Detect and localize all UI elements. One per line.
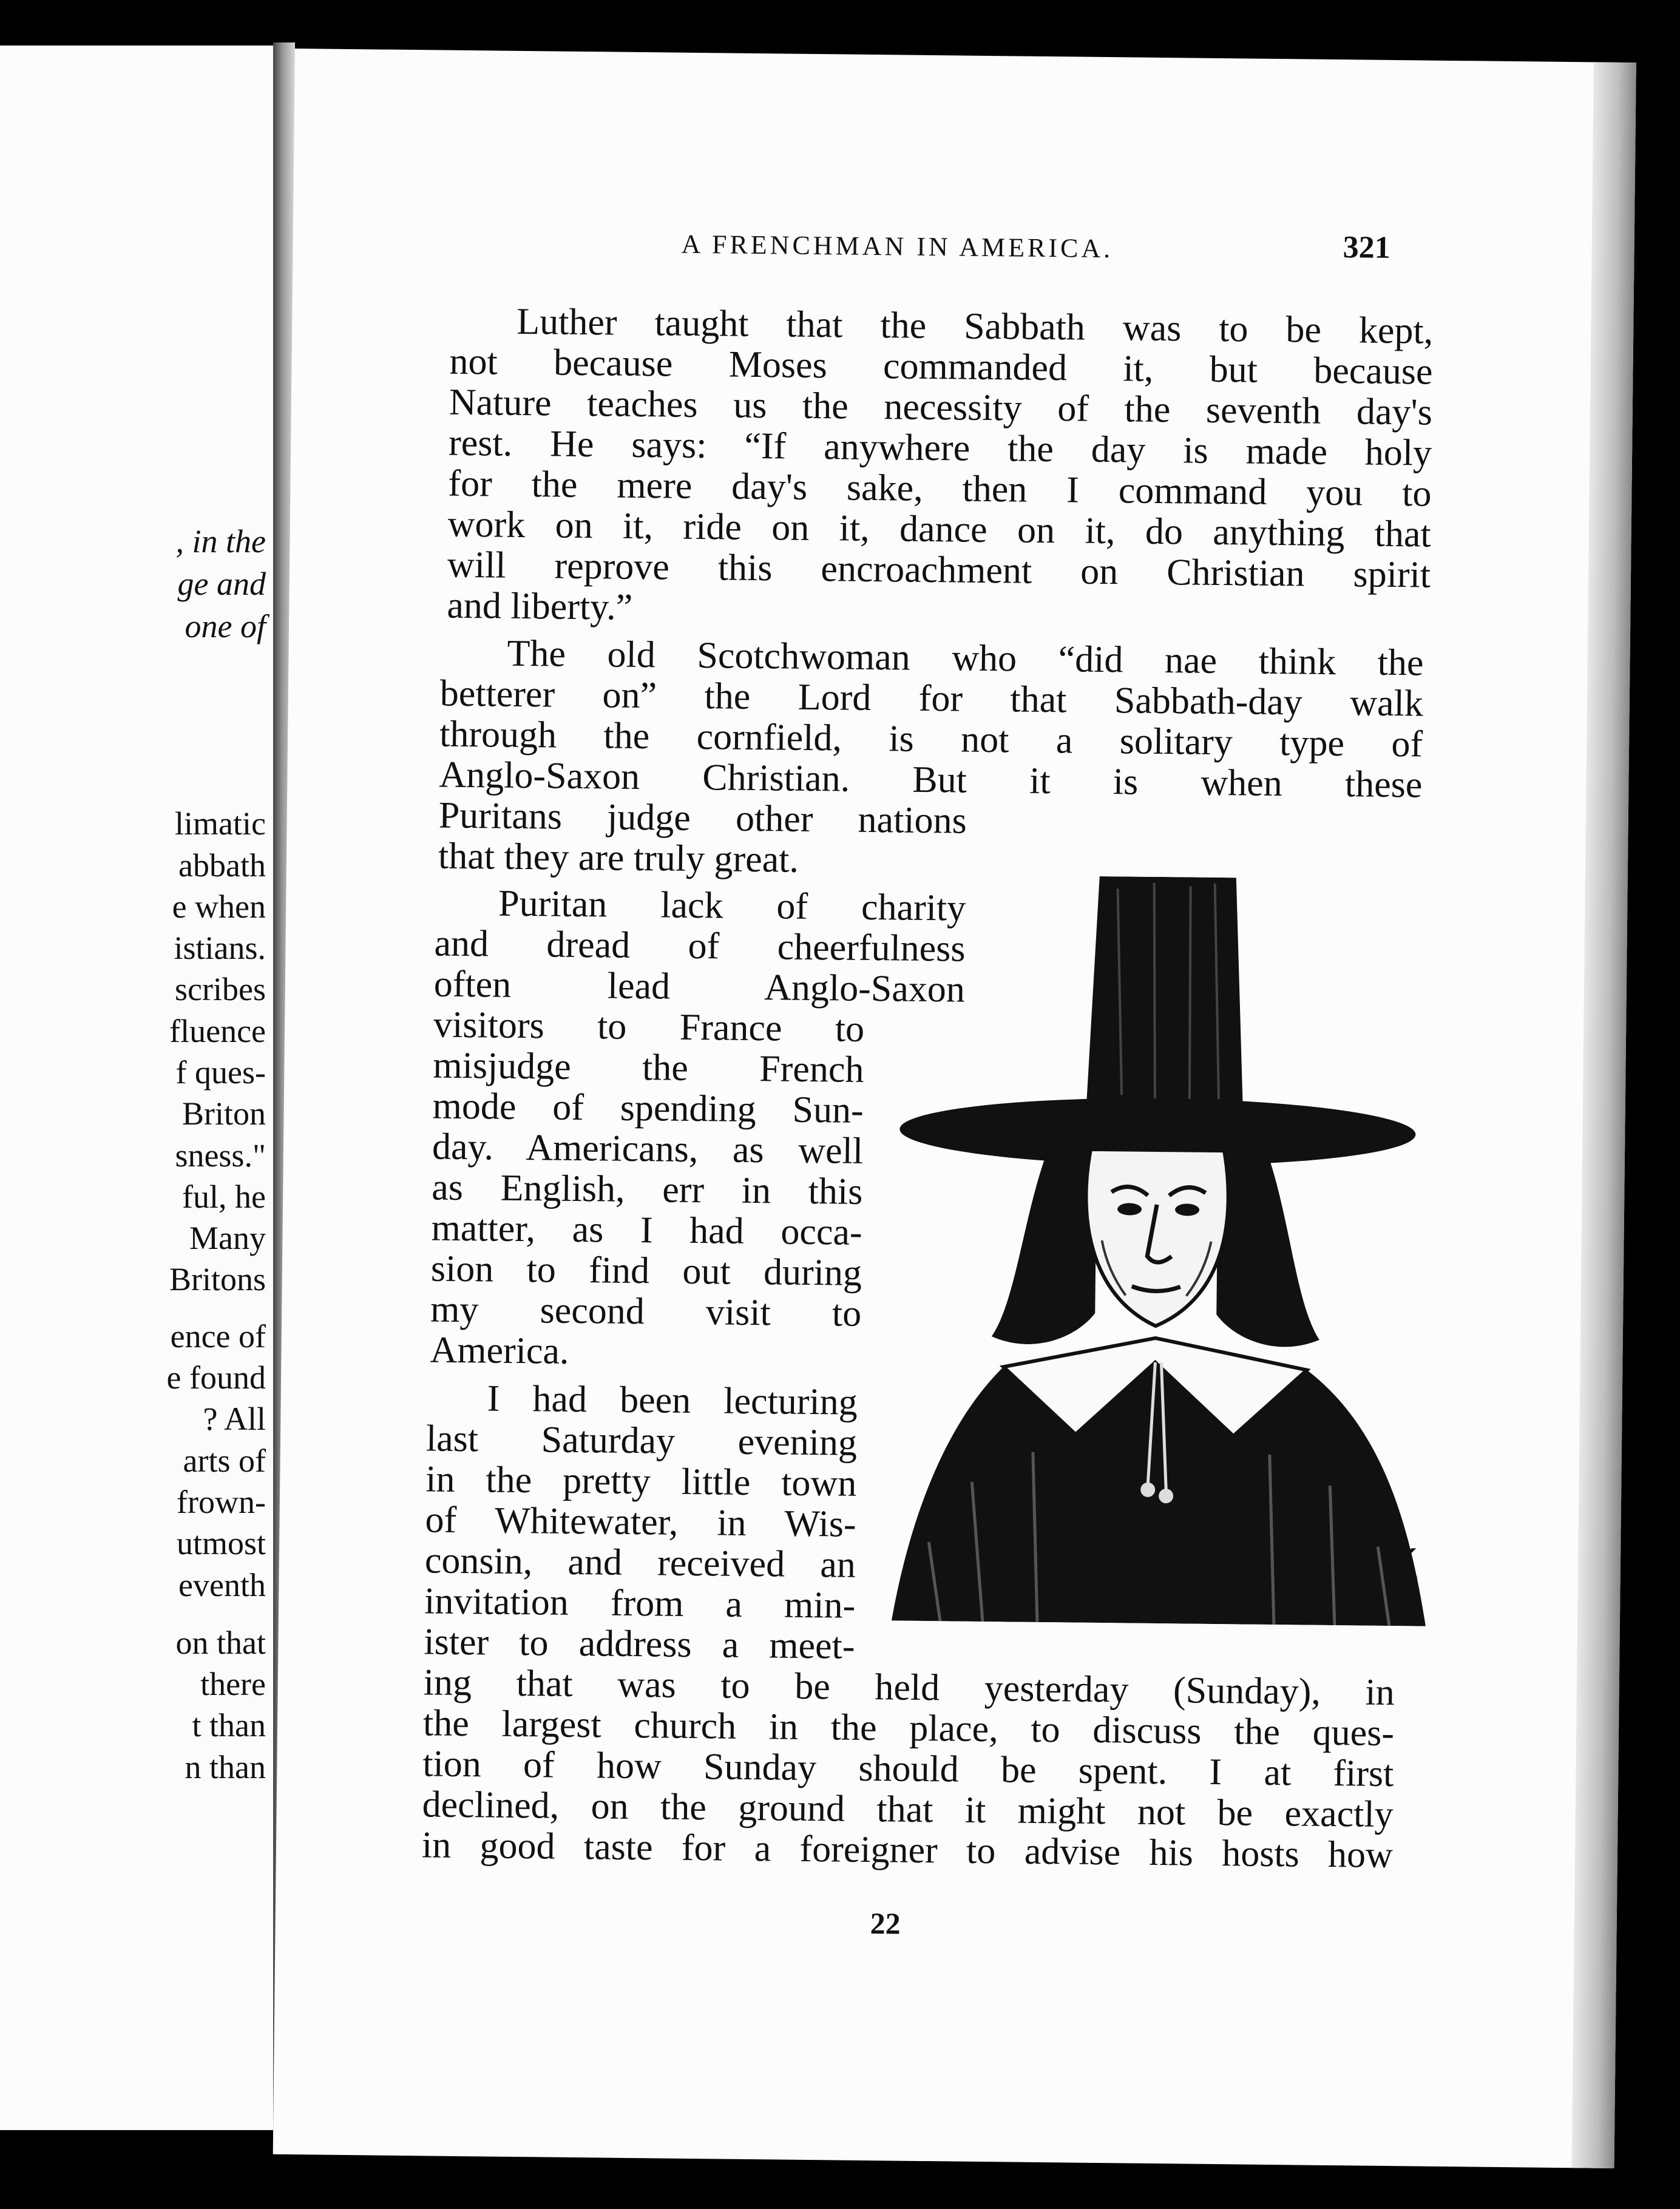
text-line: that they are truly great. [438, 835, 799, 881]
text-line: my second visit to [430, 1288, 862, 1335]
left-line: arts of [183, 1443, 266, 1479]
folio-signature: 22 [870, 1906, 901, 1941]
text-line: sion to find out during [430, 1248, 862, 1294]
text-line: Luther taught that the Sabbath was to be kept, [516, 300, 1434, 352]
text-line: visitors to France to [433, 1004, 865, 1050]
text-line: will reprove this encroachment on Christian spirit [447, 544, 1431, 596]
left-line: f ques- [175, 1054, 266, 1091]
text-line: for the mere day's sake, then I command you to [448, 462, 1432, 515]
text-line: and dread of cheerfulness [434, 922, 966, 970]
left-line: there [200, 1666, 266, 1702]
text-line: Puritans judge other nations [438, 794, 967, 842]
left-line: Britons [169, 1261, 266, 1297]
left-line: one of [185, 608, 266, 644]
text-line: work on it, ride on it, dance on it, do anything that [447, 503, 1432, 555]
text-line: Anglo-Saxon Christian. But it is when these [439, 754, 1423, 806]
left-line: ge and [177, 566, 266, 602]
text-line: I had been lecturing [487, 1378, 858, 1423]
text-line: as English, err in this [432, 1166, 863, 1213]
text-line: through the cornfield, is not a solitary type of [439, 713, 1423, 765]
text-line: invitation from a min- [424, 1580, 856, 1626]
text-line: day. Americans, as well [432, 1126, 864, 1172]
text-line: declined, on the ground that it might not be exactly [422, 1784, 1394, 1836]
text-line: the largest church in the place, to discuss the ques- [422, 1702, 1395, 1754]
text-line: of Whitewater, in Wis- [425, 1499, 856, 1545]
page-number: 321 [1343, 230, 1390, 265]
left-line: limatic [175, 805, 266, 842]
left-line: e found [166, 1359, 266, 1396]
left-line: frown- [177, 1484, 266, 1520]
left-line: t than [192, 1707, 266, 1744]
text-line: Nature teaches us the necessity of the seventh day's [449, 381, 1433, 433]
left-line: ful, he [182, 1179, 266, 1215]
left-line: abbath [178, 847, 266, 884]
left-line: e when [172, 888, 266, 925]
text-line: consin, and received an [424, 1540, 856, 1586]
text-line: Puritan lack of charity [498, 882, 966, 929]
puritan-illustration [892, 874, 1434, 1626]
text-line: mode of spending Sun- [432, 1085, 864, 1131]
page-edge [1572, 62, 1636, 2168]
left-line: ence of [170, 1318, 266, 1355]
left-line: sness." [175, 1137, 266, 1174]
left-line: eventh [178, 1567, 266, 1603]
text-line: America. [430, 1329, 569, 1372]
right-page [273, 49, 1636, 2168]
text-line: The old Scotchwoman who “did nae think the [507, 632, 1424, 684]
left-line: n than [185, 1749, 266, 1785]
text-line: betterer on” the Lord for that Sabbath-day walk [439, 672, 1424, 725]
text-line: ister to address a meet- [424, 1621, 855, 1667]
text-line: and liberty.” [447, 584, 633, 628]
text-line: ing that was to be held yesterday (Sunday), in [423, 1662, 1395, 1714]
left-line: on that [175, 1625, 266, 1661]
illustrator-signature: K [1389, 1539, 1419, 1587]
left-line: utmost [176, 1525, 266, 1561]
text-line: misjudge the French [433, 1044, 864, 1091]
text-line: matter, as I had occa- [431, 1207, 862, 1253]
left-line: Briton [181, 1095, 266, 1132]
left-page [0, 46, 273, 2130]
text-line: not because Moses commanded it, but because [449, 340, 1433, 393]
left-line: scribes [175, 971, 266, 1007]
text-line: last Saturday evening [425, 1418, 858, 1464]
text-line: in good taste for a foreigner to advise his hosts how [421, 1824, 1394, 1876]
left-line: fluence [169, 1013, 266, 1049]
text-line: tion of how Sunday should be spent. I at first [422, 1743, 1394, 1795]
text-line: in the pretty little town [425, 1458, 857, 1504]
text-line: often lead Anglo-Saxon [433, 963, 966, 1010]
left-line: istians. [174, 930, 266, 966]
left-line: Many [189, 1220, 266, 1256]
text-line: rest. He says: “If anywhere the day is made holy [448, 422, 1432, 474]
left-line: ? All [203, 1401, 266, 1437]
running-head: A FRENCHMAN IN AMERICA. [681, 229, 1114, 264]
left-line: , in the [175, 523, 266, 560]
